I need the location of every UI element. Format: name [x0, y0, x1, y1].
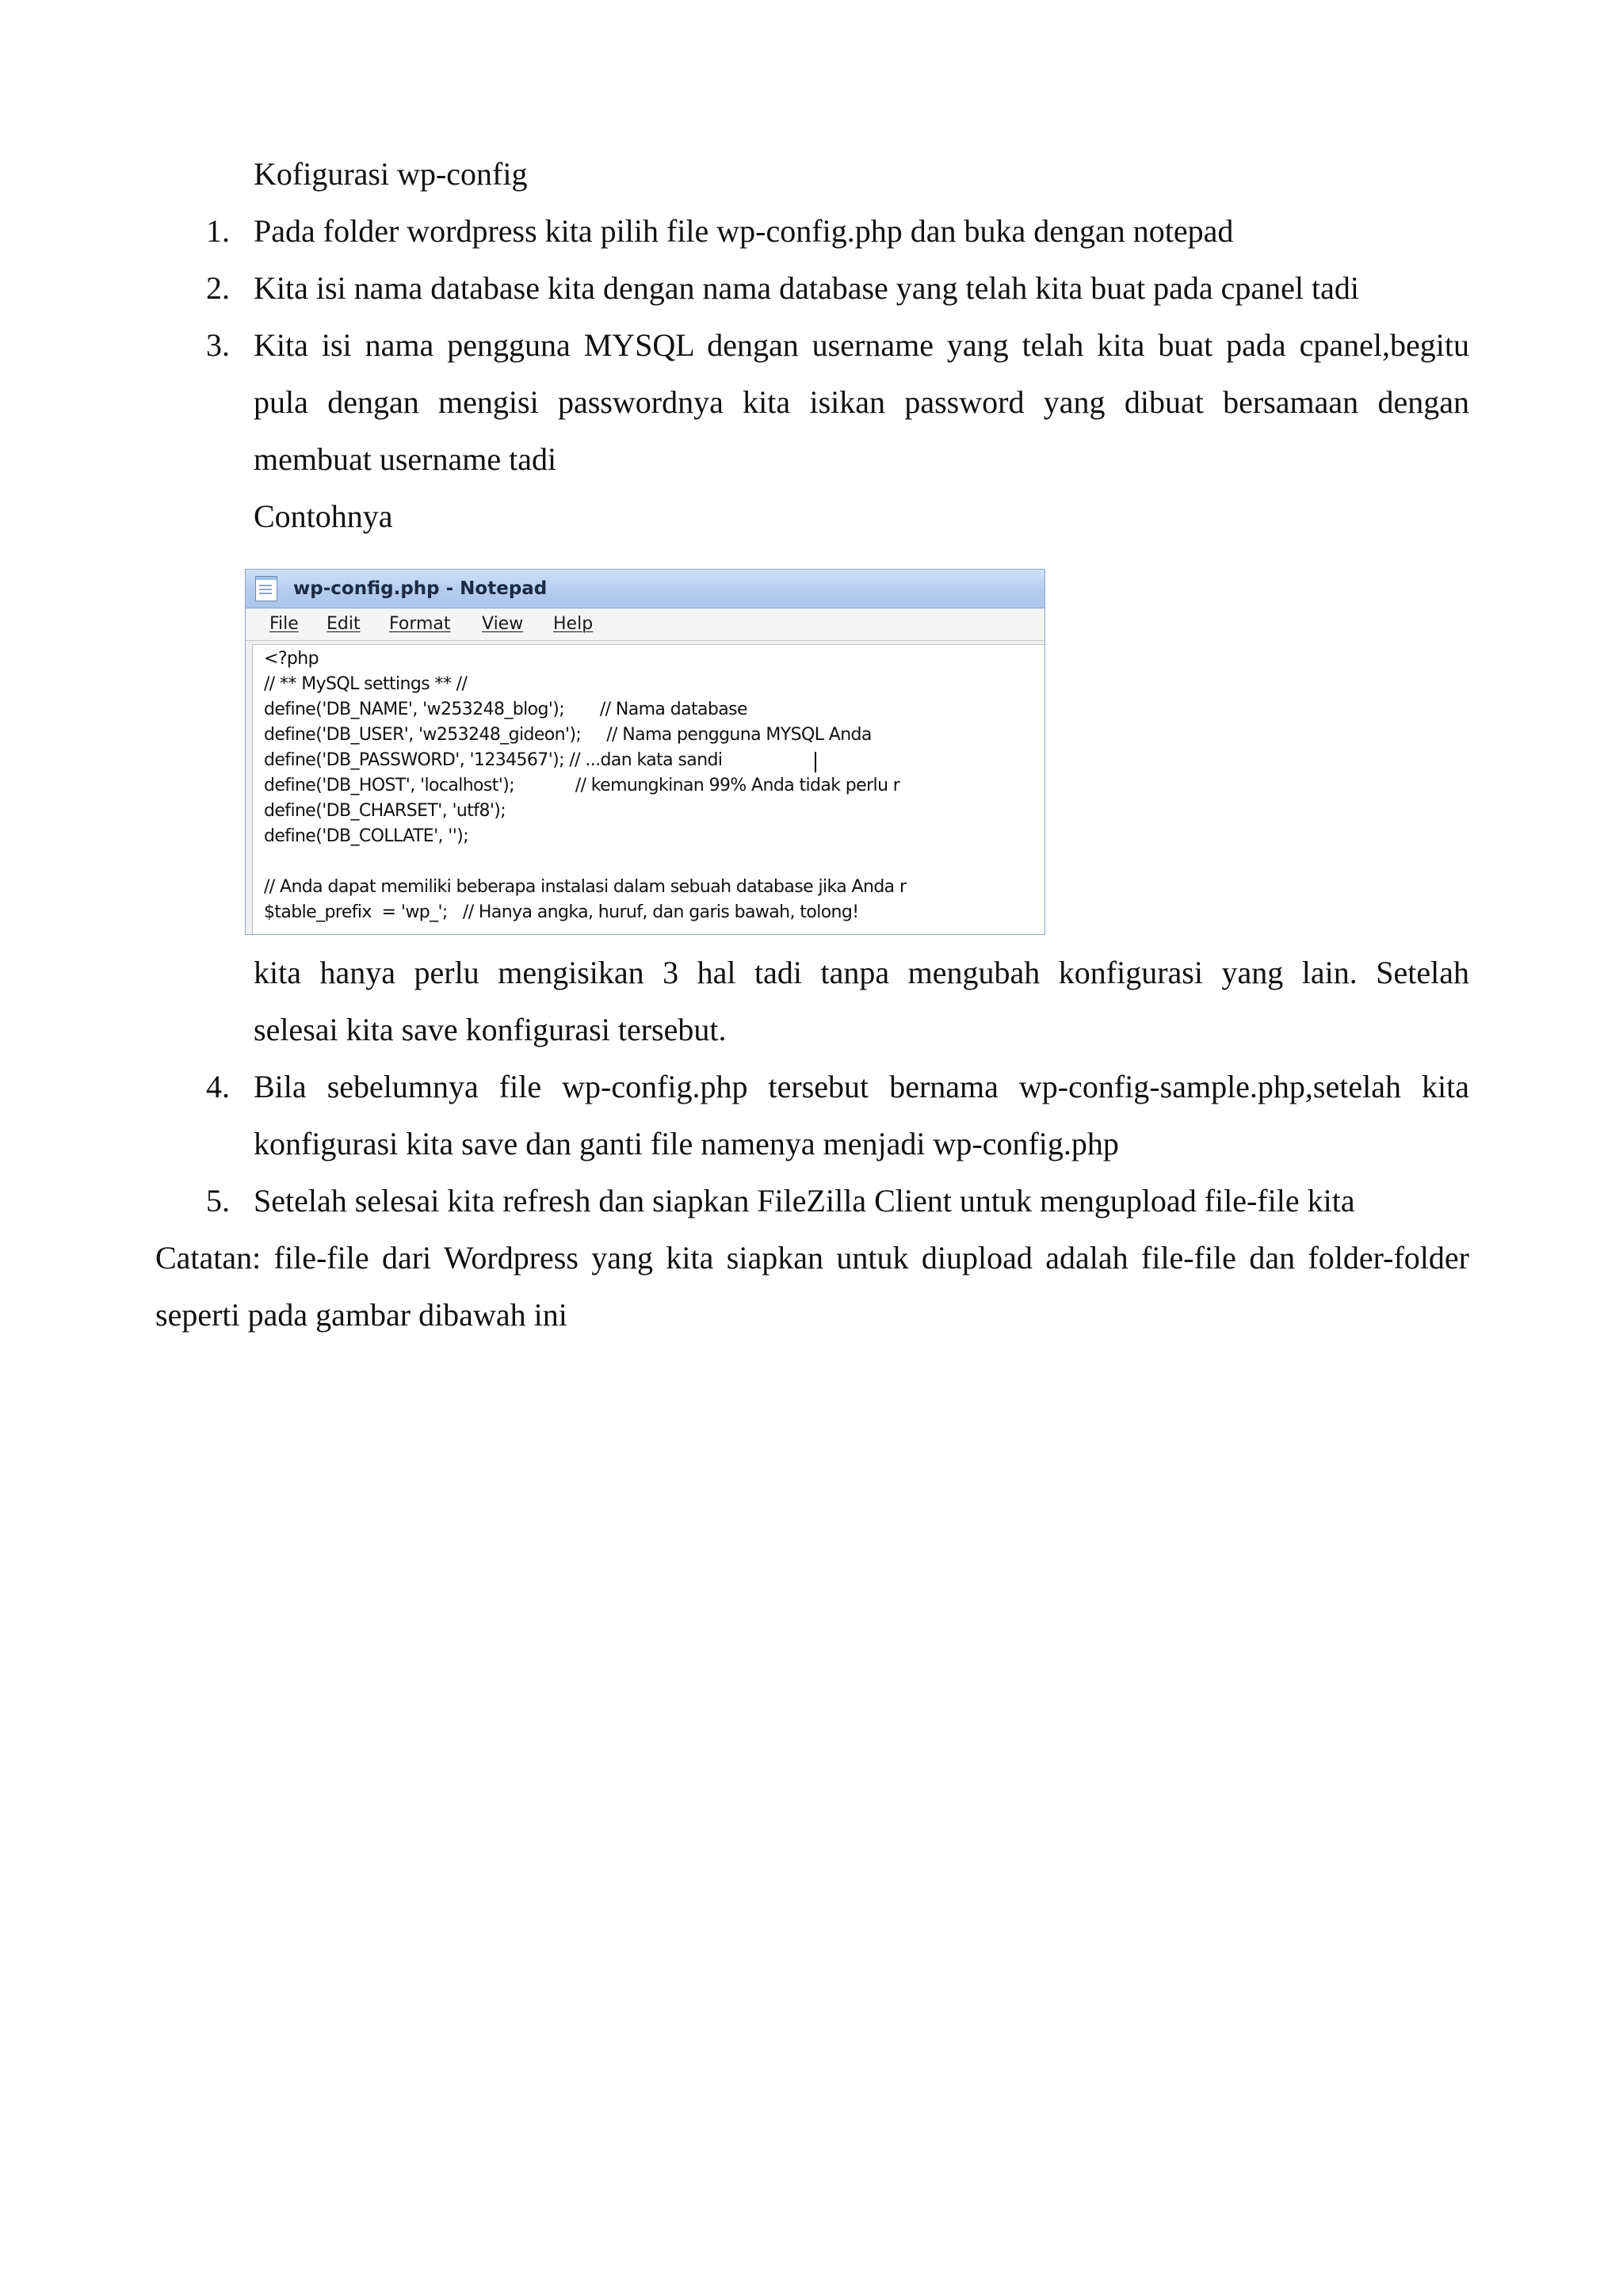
menu-format[interactable]: Format: [389, 614, 451, 634]
list-item-3-line-1: Kita isi nama pengguna MYSQL dengan username yang telah kita buat pada cpanel,begitu: [254, 327, 1469, 363]
notepad-menu-bar: [246, 608, 1044, 641]
list-item-3-line-2: pula dengan mengisi passwordnya kita isikan password yang dibuat bersamaan dengan: [254, 384, 1469, 420]
code-line: define('DB_CHARSET', 'utf8');: [264, 801, 506, 821]
notepad-title-bar: [246, 570, 1044, 608]
code-line: // Anda dapat memiliki beberapa instalasi dalam sebuah database jika Anda r: [264, 877, 907, 897]
code-line: $table_prefix = 'wp_'; // Hanya angka, huruf, dan garis bawah, tolong!: [264, 902, 859, 922]
code-line: // ** MySQL settings ** //: [264, 674, 468, 694]
list-number-1: 1.: [206, 213, 230, 249]
note-line-2: seperti pada gambar dibawah ini: [155, 1297, 567, 1333]
menu-edit[interactable]: Edit: [327, 614, 361, 634]
code-line: <?php: [264, 649, 319, 669]
menu-file[interactable]: File: [269, 614, 299, 634]
list-item-1-text: Pada folder wordpress kita pilih file wp-config.php dan buka dengan notepad: [254, 213, 1234, 249]
code-line: define('DB_HOST', 'localhost'); // kemungkinan 99% Anda tidak perlu r: [264, 776, 900, 795]
list-item-2-text: Kita isi nama database kita dengan nama database yang telah kita buat pada cpanel tadi: [254, 270, 1359, 306]
list-item-3-line-3: membuat username tadi: [254, 441, 557, 477]
list-number-3: 3.: [206, 327, 230, 363]
menu-help[interactable]: Help: [553, 614, 594, 634]
section-heading: Kofigurasi wp-config: [254, 156, 528, 192]
text-caret: [815, 752, 816, 772]
code-line: define('DB_COLLATE', '');: [264, 826, 469, 846]
list-item-4-line-2: konfigurasi kita save dan ganti file namenya menjadi wp-config.php: [254, 1126, 1119, 1161]
list-number-5: 5.: [206, 1183, 230, 1219]
list-item-3-after-line-2: selesai kita save konfigurasi tersebut.: [254, 1012, 727, 1047]
list-number-2: 2.: [206, 270, 230, 306]
notepad-screenshot: [245, 569, 1045, 935]
list-number-4: 4.: [206, 1069, 230, 1104]
code-line: define('DB_USER', 'w253248_gideon'); // Nama pengguna MYSQL Anda: [264, 725, 872, 745]
menu-view[interactable]: View: [482, 614, 524, 634]
notepad-window-title: wp-config.php - Notepad: [293, 578, 548, 599]
notepad-icon: [255, 576, 277, 601]
code-line: define('DB_PASSWORD', '1234567'); // ...dan kata sandi: [264, 750, 723, 770]
notepad-text-area[interactable]: [252, 644, 1045, 935]
note-line-1: Catatan: file-file dari Wordpress yang kita siapkan untuk diupload adalah file-file dan folder-folder: [155, 1240, 1469, 1276]
code-line: define('DB_NAME', 'w253248_blog'); // Nama database: [264, 700, 747, 719]
list-item-4-line-1: Bila sebelumnya file wp-config.php tersebut bernama wp-config-sample.php,setelah kita: [254, 1069, 1469, 1104]
list-item-5-text: Setelah selesai kita refresh dan siapkan FileZilla Client untuk mengupload file-file kita: [254, 1183, 1355, 1219]
example-label: Contohnya: [254, 498, 393, 534]
list-item-3-after-line-1: kita hanya perlu mengisikan 3 hal tadi tanpa mengubah konfigurasi yang lain. Setelah: [254, 955, 1469, 990]
